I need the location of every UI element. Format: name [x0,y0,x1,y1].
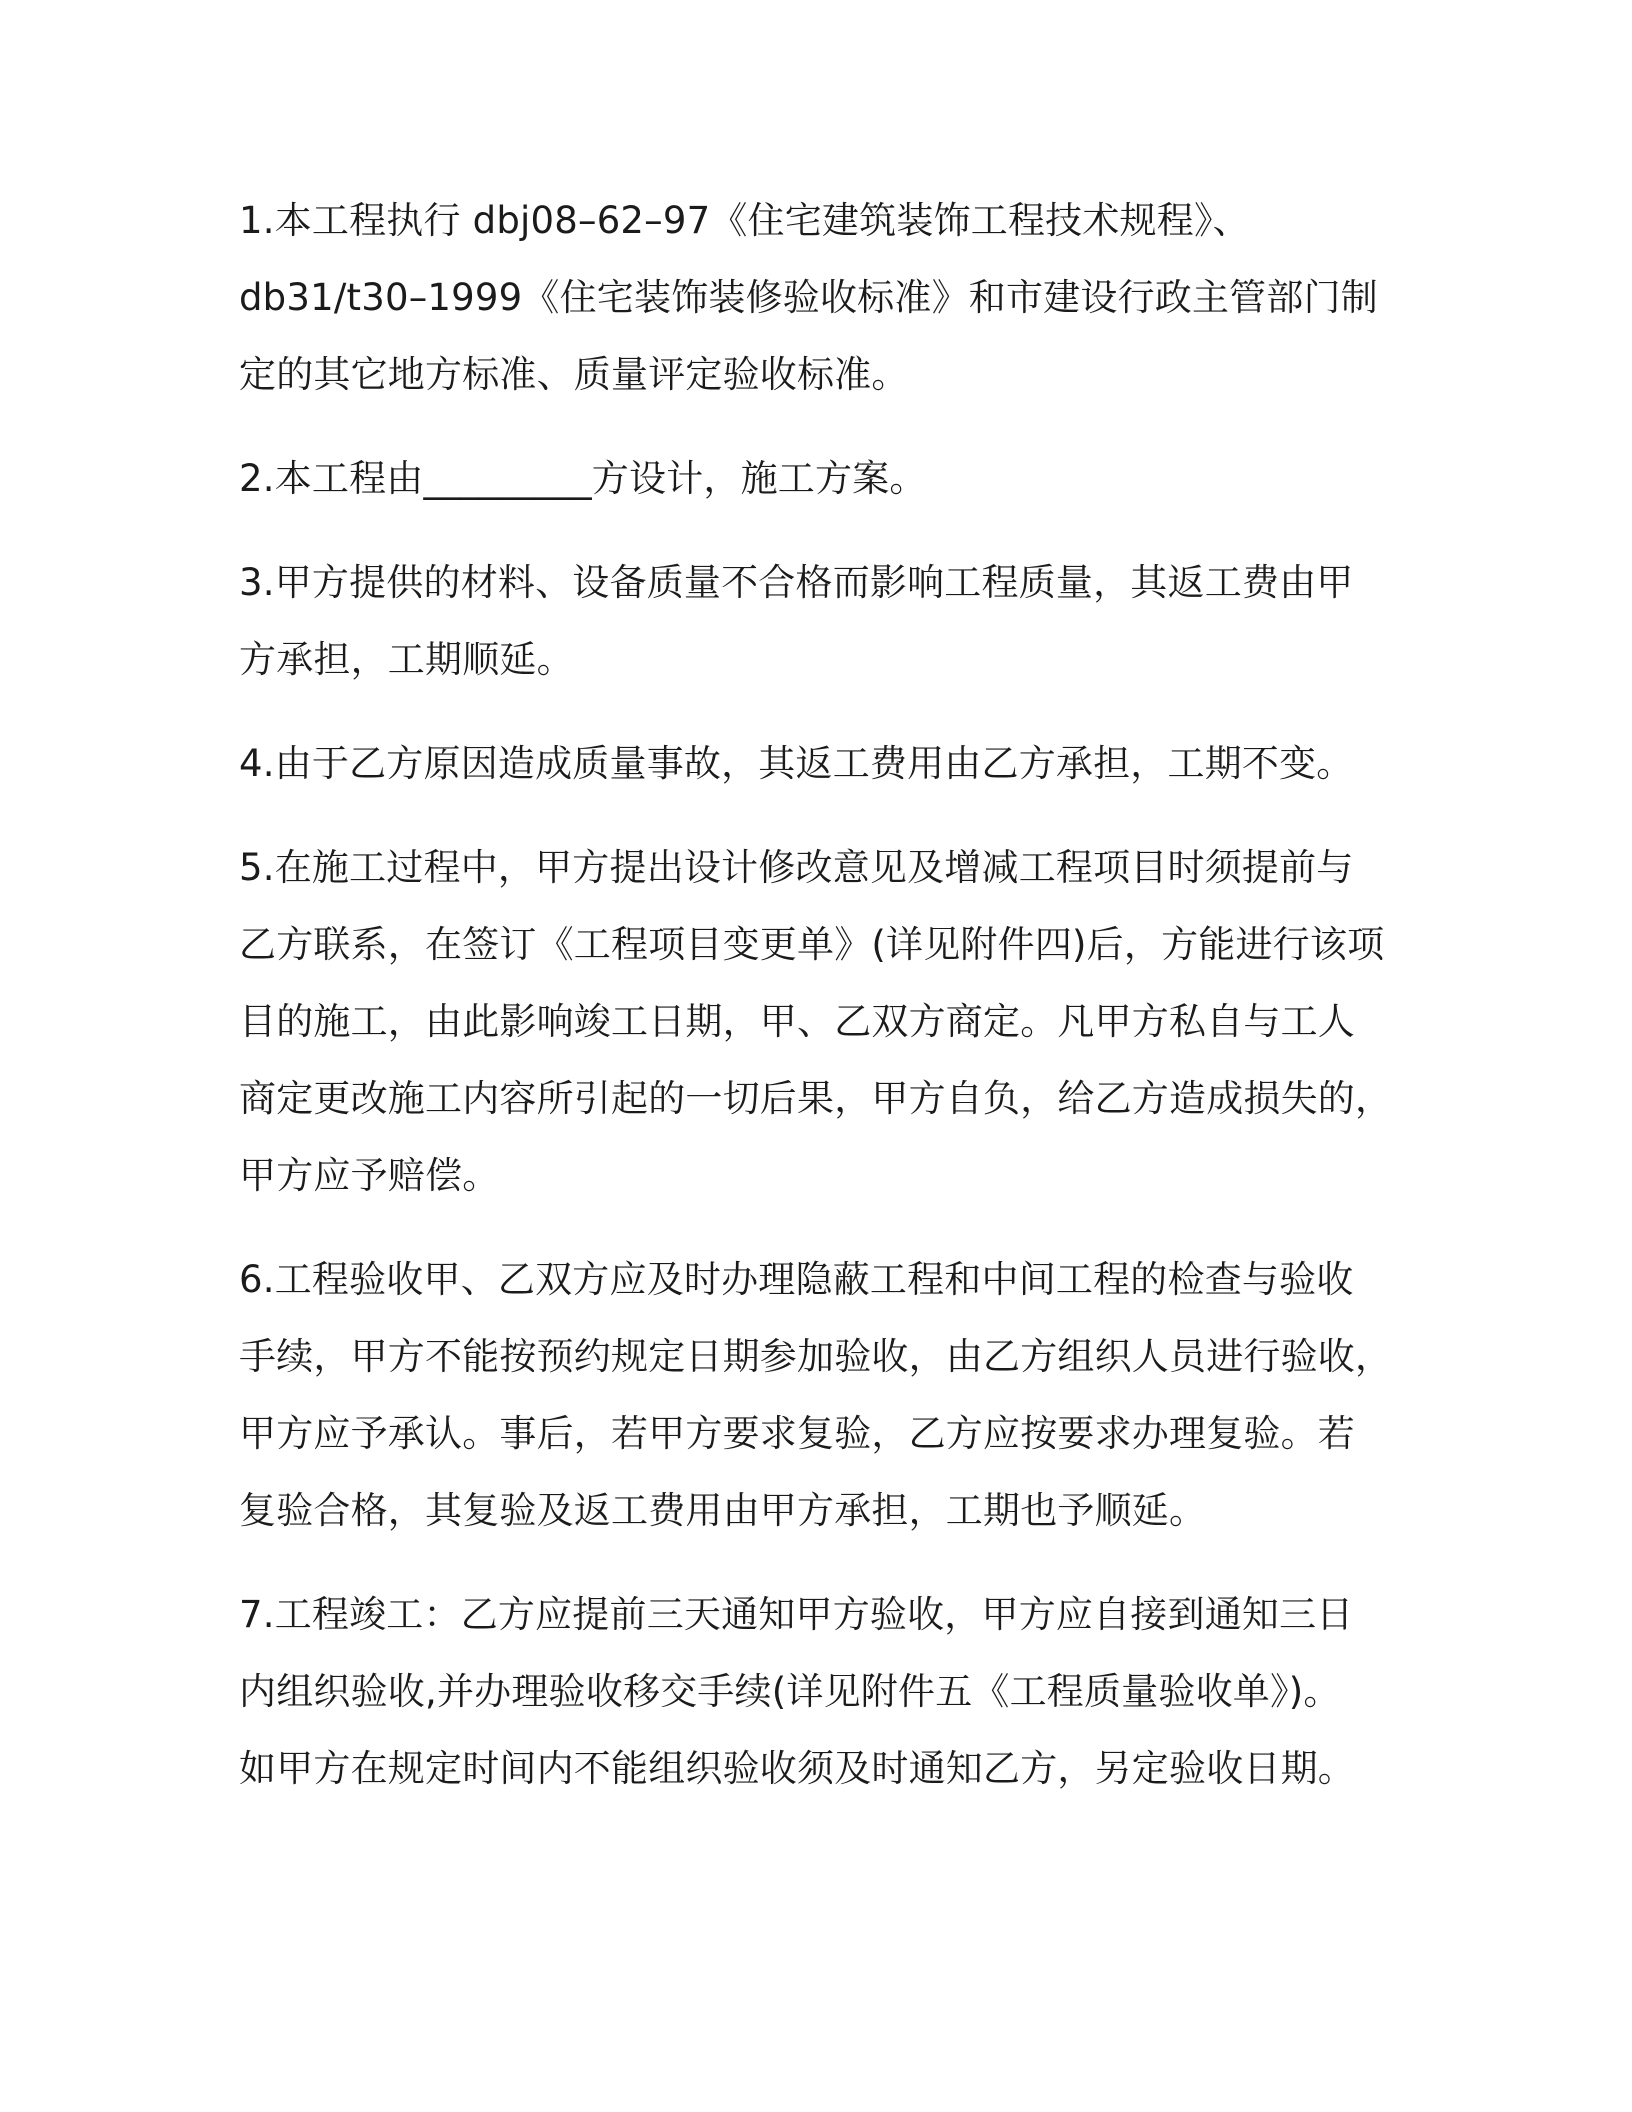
clause-5-line-3: 目的施工，由此影响竣工日期，甲、乙双方商定。凡甲方私自与工人 [239,1000,1355,1043]
clause-6-line-1: 6.工程验收甲、乙双方应及时办理隐蔽工程和中间工程的检查与验收 [239,1258,1354,1301]
clause-3 [239,544,1399,698]
clause-6-line-3: 甲方应予承认。事后，若甲方要求复验，乙方应按要求办理复验。若 [239,1412,1355,1455]
clause-3-line-1: 3.甲方提供的材料、设备质量不合格而影响工程质量，其返工费由甲 [239,561,1354,604]
clause-6-line-2: 手续，甲方不能按预约规定日期参加验收，由乙方组织人员进行验收， [239,1335,1393,1378]
clause-5-line-1: 5.在施工过程中，甲方提出设计修改意见及增减工程项目时须提前与 [239,846,1354,889]
clause-7-line-3: 如甲方在规定时间内不能组织验收须及时通知乙方，另定验收日期。 [239,1747,1355,1790]
clause-1 [239,182,1399,413]
document-body [239,182,1399,1834]
clause-1-line-2: db31/t30–1999《住宅装饰装修验收标准》和市建设行政主管部门制 [239,276,1378,319]
clause-4 [239,725,1399,802]
clause-5-line-4: 商定更改施工内容所引起的一切后果，甲方自负，给乙方造成损失的， [239,1077,1393,1120]
clause-7 [239,1576,1399,1807]
clause-2-line-1: 2.本工程由_________方设计，施工方案。 [239,457,927,500]
clause-1-line-3: 定的其它地方标准、质量评定验收标准。 [239,353,909,396]
clause-5 [239,829,1399,1214]
clause-6-line-4: 复验合格，其复验及返工费用由甲方承担，工期也予顺延。 [239,1489,1207,1532]
clause-3-line-2: 方承担，工期顺延。 [239,638,574,681]
clause-6 [239,1241,1399,1549]
clause-7-line-2: 内组织验收,并办理验收移交手续(详见附件五《工程质量验收单》)。 [239,1670,1341,1713]
clause-5-line-2: 乙方联系，在签订《工程项目变更单》(详见附件四)后，方能进行该项 [239,923,1385,966]
clause-4-line-1: 4.由于乙方原因造成质量事故，其返工费用由乙方承担，工期不变。 [239,742,1354,785]
clause-1-line-1: 1.本工程执行 dbj08–62–97《住宅建筑装饰工程技术规程》、 [239,199,1250,242]
clause-7-line-1: 7.工程竣工：乙方应提前三天通知甲方验收，甲方应自接到通知三日 [239,1593,1354,1636]
clause-2 [239,440,1399,517]
clause-5-line-5: 甲方应予赔偿。 [239,1154,500,1197]
